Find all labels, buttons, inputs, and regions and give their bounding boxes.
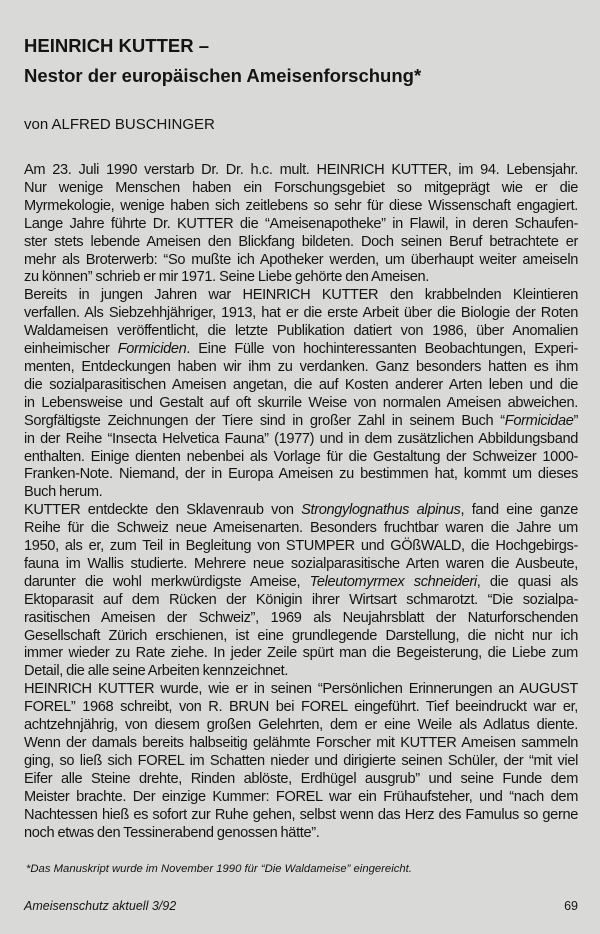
body-line — [24, 699, 578, 717]
body-line — [24, 771, 578, 789]
body-line — [24, 252, 578, 270]
text-run: die sozialparasitischen Ameisen angetan, die auf Kosten anderer Arten leben und die — [24, 376, 578, 393]
text-run: ging, so ließ sich FOREL im Schatten nieder und dirigierte seinen Schüler, der “mit viel — [24, 752, 578, 769]
text-run: Am 23. Juli 1990 verstarb Dr. Dr. h.c. mult. HEINRICH KUTTER, im 94. Lebensjahr. — [24, 162, 578, 178]
text-run: Detail, die alle seine Arbeiten kennzeichnet. — [24, 663, 289, 680]
body-line — [24, 449, 578, 467]
text-run: verfallen. Als Siebzehhjähriger, 1913, hat er die erste Arbeit über die Biologie der Roten — [24, 305, 578, 322]
body-line — [24, 789, 578, 807]
text-run: ster stets lebende Ameisen den Blickfang bildeten. Doch seinen Beruf betrachtete er — [24, 233, 578, 250]
journal-footer: Ameisenschutz aktuell 3/92 — [24, 899, 177, 914]
body-line — [24, 162, 578, 180]
text-run: 1950, als er, zum Teil in Begleitung von STUMPER und GÖßWALD, die Hochgebirgs- — [24, 538, 578, 555]
text-run: Bereits in jungen Jahren war HEINRICH KUTTER den krabbelnden Kleintieren — [24, 287, 578, 304]
text-run: Ektoparasit auf dem Rücken der Königin ihrer Wirtsart schmarotzt. “Die sozialpa- — [24, 591, 578, 608]
article-subtitle: Nestor der europäischen Ameisenforschung* — [24, 65, 422, 86]
body-line — [24, 681, 578, 699]
body-line — [24, 341, 578, 359]
text-run: rasitischen Ameisen der Schweiz”, 1969 als Neujahrsblatt der Naturforschenden — [24, 609, 578, 626]
body-line — [24, 556, 578, 574]
body-line — [24, 216, 578, 234]
body-line — [24, 466, 578, 484]
text-run: Reihe für die Schweiz neue Ameisenarten. Besonders fruchtbar waren die Jahre um — [24, 520, 578, 537]
body-line — [24, 574, 578, 592]
body-line — [24, 484, 578, 502]
text-run: ” — [573, 412, 578, 429]
text-run: Wenn der damals bereits halbseitig gelähmte Forscher mit KUTTER Ameisen sammeln — [24, 735, 578, 751]
body-line — [24, 825, 578, 843]
text-run: Waldameisen veröffentlicht, die letzte Publikation datiert von 1986, über Anomalien — [24, 323, 578, 340]
text-run: zu können” schrieb er mir 1971. Seine Liebe gehörte den Ameisen. — [24, 269, 430, 286]
body-line — [24, 628, 578, 646]
article-body — [24, 162, 578, 842]
body-line — [24, 807, 578, 825]
text-run: in der Reihe “Insecta Helvetica Fauna” (1977) und in dem zusätzlichen Abbildungsband — [24, 430, 578, 447]
text-run: Gesellschaft Zürich erschienen, ist eine grundlegende Darstellung, die nicht nur ich — [24, 627, 578, 644]
body-line — [24, 717, 578, 735]
text-run: Franken-Note. Niemand, der in Europa Ameisen zu bestimmen hat, kommt um dieses — [24, 466, 578, 483]
text-run: Meister brachte. Der einzige Kummer: FOREL war ein Frühaufsteher, und “nach dem — [24, 788, 578, 805]
text-run: noch etwas den Tessinerabend genossen hätte”. — [24, 824, 320, 841]
body-line — [24, 735, 578, 753]
text-run: . Eine Fülle von hochinteressanten Beobachtungen, Experi- — [186, 341, 578, 358]
italic-term: Teleutomyrmex schneideri — [309, 573, 477, 590]
text-run: HEINRICH KUTTER wurde, wie er in seinen “Persönlichen Erinnerungen an AUGUST — [24, 681, 578, 698]
body-line — [24, 520, 578, 538]
body-line — [24, 502, 578, 520]
italic-term: Strongylognathus alpinus — [301, 502, 461, 519]
body-line — [24, 234, 578, 252]
article-title-line-1: HEINRICH KUTTER – — [24, 35, 210, 56]
text-run: Buch herum. — [24, 484, 103, 501]
text-run: achtzehnjährig, von diesem großen Gelehrten, dem er eine Weile als Adlatus diente. — [24, 717, 578, 734]
body-line — [24, 538, 578, 556]
body-line — [24, 413, 578, 431]
text-run: Eifer alle Steine drehte, Rinden ablöste, Erdhügel ausgrub” und seine Funde dem — [24, 770, 578, 787]
body-line — [24, 305, 578, 323]
body-line — [24, 395, 578, 413]
footnote: *Das Manuskript wurde im November 1990 für “Die Waldameise” eingereicht. — [26, 863, 412, 876]
body-line — [24, 323, 578, 341]
body-line — [24, 592, 578, 610]
text-run: KUTTER entdeckte den Sklavenraub von — [24, 502, 302, 519]
text-run: , fand eine ganze — [460, 502, 578, 519]
text-run: menten, Entdeckungen haben wir ihm zu verdanken. Ganz besonders hatten es ihm — [24, 358, 578, 375]
body-line — [24, 610, 578, 628]
text-run: Nachtessen hieß es sofort zur Ruhe gehen, selbst wenn das Herz des Famulus so gerne — [24, 806, 578, 823]
text-run: Myrmekologie, wenige haben sich zeitlebens so sehr für diese Wissenschaft engagiert. — [24, 197, 578, 214]
text-run: Nur wenige Menschen haben ein Forschungsgebiet so mitgeprägt wie er die — [24, 179, 578, 196]
text-run: in Lebensweise und Gestalt auf oft skurrile Weise von normalen Ameisen abweichen. — [24, 394, 578, 411]
text-run: Sorgfältigste Zeichnungen der Tiere sind in großer Zahl in seinem Buch “ — [24, 412, 505, 429]
body-line — [24, 663, 578, 681]
text-run: immer wieder zu Rate ziehe. In jeder Zeile spürt man die Begeisterung, die Liebe zum — [24, 645, 578, 662]
text-run: fauna im Wallis studierte. Mehrere neue sozialparasitische Arten waren die Ausbeute, — [24, 555, 578, 572]
text-run: FOREL” 1968 schreibt, von R. BRUN bei FOREL eingeführt. Tief beeindruckt war er, — [24, 699, 578, 716]
body-line — [24, 287, 578, 305]
text-run: mehr als Broterwerb: “So mußte ich Apotheker werden, um überhaupt weiter ameiseln — [24, 251, 578, 268]
body-line — [24, 180, 578, 198]
italic-term: Formicidae — [504, 412, 574, 429]
page-footer — [24, 898, 578, 914]
body-line — [24, 431, 578, 449]
page-number: 69 — [564, 899, 578, 914]
body-line — [24, 377, 578, 395]
italic-term: Formiciden — [117, 341, 187, 358]
body-line — [24, 269, 578, 287]
text-run: , die quasi als — [476, 573, 578, 590]
text-run: enthalten. Einige dienten nebenbei als Vorlage für die Gestaltung der Schweizer 1000- — [24, 448, 578, 465]
body-line — [24, 645, 578, 663]
author-byline: von ALFRED BUSCHINGER — [24, 116, 215, 133]
text-run: Lange Jahre führte Dr. KUTTER die “Ameisenapotheke” in Flawil, in deren Schaufen- — [24, 215, 578, 232]
body-line — [24, 198, 578, 216]
text-run: darunter die wohl merkwürdigste Ameise, — [24, 573, 310, 590]
body-line — [24, 359, 578, 377]
text-run: einheimischer — [24, 341, 118, 358]
body-line — [24, 753, 578, 771]
